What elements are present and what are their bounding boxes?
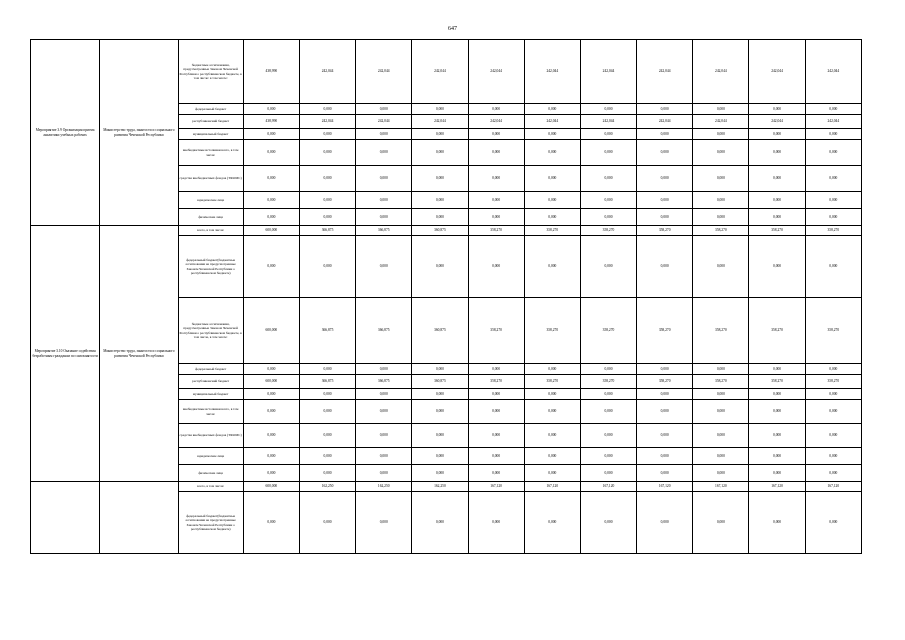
amount-cell: 0,000 bbox=[299, 400, 355, 424]
amount-cell: 242,044 bbox=[749, 115, 805, 129]
budget-table-body bbox=[31, 40, 862, 554]
amount-cell: 0,000 bbox=[524, 492, 580, 554]
amount-cell: 358,270 bbox=[749, 226, 805, 236]
amount-cell: 0,000 bbox=[805, 236, 861, 298]
funding-source-cell: физические лица bbox=[178, 465, 243, 482]
amount-cell: 0,000 bbox=[468, 129, 524, 140]
amount-cell: 0,000 bbox=[637, 448, 693, 465]
amount-cell: 358,270 bbox=[524, 298, 580, 364]
amount-cell: 0,000 bbox=[243, 236, 299, 298]
amount-cell: 242,044 bbox=[412, 115, 468, 129]
amount-cell: 0,000 bbox=[243, 166, 299, 192]
amount-cell: 0,000 bbox=[412, 492, 468, 554]
amount-cell: 366,875 bbox=[356, 375, 412, 389]
amount-cell: 0,000 bbox=[805, 465, 861, 482]
amount-cell: 0,000 bbox=[412, 166, 468, 192]
amount-cell: 0,000 bbox=[356, 140, 412, 166]
amount-cell: 0,000 bbox=[637, 236, 693, 298]
amount-cell: 0,000 bbox=[468, 140, 524, 166]
amount-cell: 0,000 bbox=[412, 389, 468, 400]
amount-cell: 0,000 bbox=[580, 389, 636, 400]
amount-cell: 0,000 bbox=[749, 236, 805, 298]
amount-cell: 0,000 bbox=[356, 209, 412, 226]
amount-cell: 366,875 bbox=[356, 298, 412, 364]
amount-cell: 0,000 bbox=[580, 424, 636, 448]
amount-cell: 0,000 bbox=[749, 389, 805, 400]
amount-cell: 162,250 bbox=[356, 482, 412, 492]
amount-cell: 0,000 bbox=[299, 192, 355, 209]
amount-cell: 0,000 bbox=[637, 104, 693, 115]
amount-cell: 0,000 bbox=[243, 424, 299, 448]
amount-cell: 0,000 bbox=[805, 129, 861, 140]
amount-cell: 162,250 bbox=[412, 482, 468, 492]
amount-cell: 0,000 bbox=[243, 465, 299, 482]
amount-cell: 0,000 bbox=[356, 492, 412, 554]
amount-cell: 242,044 bbox=[580, 115, 636, 129]
amount-cell: 0,000 bbox=[749, 465, 805, 482]
amount-cell: 242,044 bbox=[580, 40, 636, 104]
table-row bbox=[31, 226, 862, 236]
amount-cell: 0,000 bbox=[412, 448, 468, 465]
amount-cell: 242,044 bbox=[524, 115, 580, 129]
amount-cell: 0,000 bbox=[412, 400, 468, 424]
amount-cell: 0,000 bbox=[805, 140, 861, 166]
amount-cell: 242,044 bbox=[693, 115, 749, 129]
amount-cell: 366,875 bbox=[299, 226, 355, 236]
amount-cell: 600,000 bbox=[243, 482, 299, 492]
amount-cell: 366,875 bbox=[299, 375, 355, 389]
amount-cell: 242,044 bbox=[412, 40, 468, 104]
amount-cell: 0,000 bbox=[412, 209, 468, 226]
amount-cell: 0,000 bbox=[637, 209, 693, 226]
amount-cell: 0,000 bbox=[243, 400, 299, 424]
amount-cell: 0,000 bbox=[243, 492, 299, 554]
amount-cell: 358,270 bbox=[580, 375, 636, 389]
page-number: 647 bbox=[448, 26, 457, 32]
amount-cell: 358,270 bbox=[749, 298, 805, 364]
funding-source-cell: федеральный бюджет bbox=[178, 364, 243, 375]
amount-cell: 242,044 bbox=[299, 115, 355, 129]
amount-cell: 242,044 bbox=[805, 115, 861, 129]
amount-cell: 0,000 bbox=[637, 192, 693, 209]
amount-cell: 358,270 bbox=[637, 298, 693, 364]
funding-source-cell: федеральный бюджет(бюджетные ассигнования не предусмотренные Законом Чеченской Республики о республиканском бюджете) bbox=[178, 236, 243, 298]
funding-source-cell: внебюджетные источники всего, в том числе: bbox=[178, 140, 243, 166]
amount-cell: 167,120 bbox=[580, 482, 636, 492]
funding-source-cell: юридические лица bbox=[178, 448, 243, 465]
amount-cell: 0,000 bbox=[299, 166, 355, 192]
amount-cell: 0,000 bbox=[524, 424, 580, 448]
amount-cell: 0,000 bbox=[468, 192, 524, 209]
amount-cell: 0,000 bbox=[299, 448, 355, 465]
amount-cell: 167,120 bbox=[524, 482, 580, 492]
amount-cell: 0,000 bbox=[580, 492, 636, 554]
amount-cell: 0,000 bbox=[468, 424, 524, 448]
amount-cell: 0,000 bbox=[805, 424, 861, 448]
amount-cell: 242,044 bbox=[356, 115, 412, 129]
amount-cell: 360,875 bbox=[412, 298, 468, 364]
amount-cell: 358,270 bbox=[749, 375, 805, 389]
amount-cell: 0,000 bbox=[637, 140, 693, 166]
amount-cell: 0,000 bbox=[468, 236, 524, 298]
amount-cell: 242,044 bbox=[693, 40, 749, 104]
amount-cell: 0,000 bbox=[580, 129, 636, 140]
funding-source-cell: внебюджетные источники всего, в том числе: bbox=[178, 400, 243, 424]
amount-cell: 0,000 bbox=[749, 492, 805, 554]
amount-cell: 0,000 bbox=[299, 129, 355, 140]
amount-cell: 0,000 bbox=[468, 400, 524, 424]
amount-cell: 0,000 bbox=[637, 400, 693, 424]
event-name-cell: Мероприятие 3.9 Организация приема аналитики учебных рабочих bbox=[31, 40, 100, 226]
amount-cell: 242,044 bbox=[637, 115, 693, 129]
funding-source-cell: муниципальный бюджет bbox=[178, 129, 243, 140]
amount-cell: 167,120 bbox=[693, 482, 749, 492]
amount-cell: 358,270 bbox=[524, 226, 580, 236]
amount-cell: 0,000 bbox=[468, 465, 524, 482]
funding-source-cell: бюджетные ассигнования, предусмотренные Законом Чеченской Республики о республиканском бюджете, в том числе: в том числе: bbox=[178, 40, 243, 104]
amount-cell: 358,270 bbox=[805, 298, 861, 364]
amount-cell: 358,270 bbox=[468, 298, 524, 364]
amount-cell: 0,000 bbox=[412, 465, 468, 482]
amount-cell: 0,000 bbox=[356, 400, 412, 424]
amount-cell: 366,875 bbox=[299, 298, 355, 364]
amount-cell: 0,000 bbox=[299, 364, 355, 375]
amount-cell: 0,000 bbox=[468, 209, 524, 226]
amount-cell: 0,000 bbox=[356, 448, 412, 465]
amount-cell: 0,000 bbox=[468, 448, 524, 465]
amount-cell: 0,000 bbox=[580, 364, 636, 375]
amount-cell: 0,000 bbox=[299, 465, 355, 482]
amount-cell: 0,000 bbox=[749, 104, 805, 115]
funding-source-cell: бюджетные ассигнования, предусмотренные Законом Чеченской Республики о республиканском бюджете, в том числе, в том числе: bbox=[178, 298, 243, 364]
amount-cell: 0,000 bbox=[524, 209, 580, 226]
amount-cell: 600,000 bbox=[243, 375, 299, 389]
amount-cell: 0,000 bbox=[749, 364, 805, 375]
amount-cell: 0,000 bbox=[693, 209, 749, 226]
amount-cell: 0,000 bbox=[580, 166, 636, 192]
amount-cell: 0,000 bbox=[693, 166, 749, 192]
amount-cell: 0,000 bbox=[749, 448, 805, 465]
amount-cell: 366,875 bbox=[356, 226, 412, 236]
amount-cell: 0,000 bbox=[580, 236, 636, 298]
amount-cell: 358,270 bbox=[693, 375, 749, 389]
amount-cell: 242,044 bbox=[637, 40, 693, 104]
amount-cell: 0,000 bbox=[637, 492, 693, 554]
amount-cell: 358,270 bbox=[524, 375, 580, 389]
amount-cell: 0,000 bbox=[243, 448, 299, 465]
amount-cell: 0,000 bbox=[805, 209, 861, 226]
funding-source-cell: средства внебюджетных фондов (ТФОМС) bbox=[178, 424, 243, 448]
amount-cell: 0,000 bbox=[356, 424, 412, 448]
executor-cell: Министерство труда, занятости и социального развития Чеченской Республики bbox=[100, 226, 178, 482]
amount-cell: 0,000 bbox=[580, 104, 636, 115]
amount-cell: 0,000 bbox=[412, 192, 468, 209]
amount-cell: 0,000 bbox=[356, 389, 412, 400]
amount-cell: 0,000 bbox=[299, 236, 355, 298]
amount-cell: 358,270 bbox=[580, 298, 636, 364]
amount-cell: 0,000 bbox=[243, 104, 299, 115]
amount-cell: 358,270 bbox=[693, 298, 749, 364]
amount-cell: 358,270 bbox=[637, 226, 693, 236]
funding-source-cell: муниципальный бюджет bbox=[178, 389, 243, 400]
table-row bbox=[31, 40, 862, 104]
amount-cell: 0,000 bbox=[580, 209, 636, 226]
amount-cell: 358,270 bbox=[805, 226, 861, 236]
amount-cell: 0,000 bbox=[805, 389, 861, 400]
amount-cell: 0,000 bbox=[299, 424, 355, 448]
amount-cell: 0,000 bbox=[243, 140, 299, 166]
funding-source-cell: юридические лица bbox=[178, 192, 243, 209]
amount-cell: 358,270 bbox=[580, 226, 636, 236]
amount-cell: 0,000 bbox=[243, 389, 299, 400]
amount-cell: 360,875 bbox=[412, 226, 468, 236]
amount-cell: 0,000 bbox=[524, 166, 580, 192]
amount-cell: 242,044 bbox=[299, 40, 355, 104]
amount-cell: 0,000 bbox=[412, 140, 468, 166]
amount-cell: 0,000 bbox=[805, 400, 861, 424]
amount-cell: 0,000 bbox=[412, 364, 468, 375]
amount-cell: 0,000 bbox=[805, 364, 861, 375]
amount-cell: 0,000 bbox=[580, 400, 636, 424]
amount-cell: 242,044 bbox=[524, 40, 580, 104]
amount-cell: 0,000 bbox=[356, 104, 412, 115]
amount-cell: 0,000 bbox=[468, 166, 524, 192]
amount-cell: 0,000 bbox=[749, 209, 805, 226]
funding-source-cell: республиканский бюджет bbox=[178, 115, 243, 129]
amount-cell: 0,000 bbox=[749, 424, 805, 448]
amount-cell: 0,000 bbox=[299, 140, 355, 166]
executor-cell: Министерство труда, занятости и социального развития Чеченской Республики bbox=[100, 40, 178, 226]
funding-source-cell: физические лица bbox=[178, 209, 243, 226]
amount-cell: 0,000 bbox=[693, 140, 749, 166]
amount-cell: 438,990 bbox=[243, 40, 299, 104]
amount-cell: 0,000 bbox=[693, 104, 749, 115]
amount-cell: 242,044 bbox=[805, 40, 861, 104]
amount-cell: 0,000 bbox=[299, 104, 355, 115]
amount-cell: 167,120 bbox=[637, 482, 693, 492]
amount-cell: 358,270 bbox=[468, 226, 524, 236]
amount-cell: 0,000 bbox=[356, 166, 412, 192]
funding-source-cell: республиканский бюджет bbox=[178, 375, 243, 389]
amount-cell: 0,000 bbox=[805, 448, 861, 465]
amount-cell: 0,000 bbox=[749, 129, 805, 140]
amount-cell: 0,000 bbox=[637, 129, 693, 140]
amount-cell: 0,000 bbox=[356, 236, 412, 298]
amount-cell: 0,000 bbox=[693, 424, 749, 448]
amount-cell: 600,000 bbox=[243, 298, 299, 364]
amount-cell: 0,000 bbox=[749, 400, 805, 424]
amount-cell: 0,000 bbox=[693, 448, 749, 465]
amount-cell: 167,120 bbox=[468, 482, 524, 492]
amount-cell: 242,044 bbox=[468, 115, 524, 129]
amount-cell: 167,120 bbox=[805, 482, 861, 492]
amount-cell: 242,044 bbox=[749, 40, 805, 104]
amount-cell: 0,000 bbox=[693, 236, 749, 298]
amount-cell: 162,250 bbox=[299, 482, 355, 492]
funding-source-cell: всего, в том числе: bbox=[178, 226, 243, 236]
amount-cell: 167,120 bbox=[749, 482, 805, 492]
amount-cell: 0,000 bbox=[412, 236, 468, 298]
funding-source-cell: всего, в том числе: bbox=[178, 482, 243, 492]
amount-cell: 360,875 bbox=[412, 375, 468, 389]
amount-cell: 0,000 bbox=[524, 465, 580, 482]
amount-cell: 600,000 bbox=[243, 226, 299, 236]
amount-cell: 0,000 bbox=[468, 492, 524, 554]
funding-source-cell: средства внебюджетных фондов (ТФОМС) bbox=[178, 166, 243, 192]
amount-cell: 0,000 bbox=[468, 104, 524, 115]
amount-cell: 0,000 bbox=[580, 192, 636, 209]
amount-cell: 0,000 bbox=[524, 140, 580, 166]
amount-cell: 0,000 bbox=[693, 364, 749, 375]
amount-cell: 0,000 bbox=[693, 400, 749, 424]
amount-cell: 0,000 bbox=[524, 400, 580, 424]
amount-cell: 0,000 bbox=[749, 192, 805, 209]
amount-cell: 0,000 bbox=[693, 192, 749, 209]
amount-cell: 0,000 bbox=[693, 129, 749, 140]
amount-cell: 242,044 bbox=[356, 40, 412, 104]
amount-cell: 0,000 bbox=[637, 389, 693, 400]
amount-cell: 0,000 bbox=[412, 424, 468, 448]
amount-cell: 242,044 bbox=[468, 40, 524, 104]
amount-cell: 358,270 bbox=[693, 226, 749, 236]
amount-cell: 0,000 bbox=[637, 424, 693, 448]
amount-cell: 438,990 bbox=[243, 115, 299, 129]
event-name-cell bbox=[31, 482, 100, 554]
table-row bbox=[31, 482, 862, 492]
amount-cell: 0,000 bbox=[805, 492, 861, 554]
amount-cell: 0,000 bbox=[524, 236, 580, 298]
amount-cell: 0,000 bbox=[805, 104, 861, 115]
amount-cell: 0,000 bbox=[299, 389, 355, 400]
amount-cell: 0,000 bbox=[749, 166, 805, 192]
amount-cell: 0,000 bbox=[693, 492, 749, 554]
amount-cell: 0,000 bbox=[356, 364, 412, 375]
amount-cell: 0,000 bbox=[243, 129, 299, 140]
amount-cell: 0,000 bbox=[693, 465, 749, 482]
amount-cell: 0,000 bbox=[637, 166, 693, 192]
amount-cell: 0,000 bbox=[580, 465, 636, 482]
funding-source-cell: федеральный бюджет(бюджетные ассигнования не предусмотренные Законом Чеченской Республики о республиканском бюджете) bbox=[178, 492, 243, 554]
amount-cell: 0,000 bbox=[637, 465, 693, 482]
amount-cell: 0,000 bbox=[468, 389, 524, 400]
amount-cell: 0,000 bbox=[805, 166, 861, 192]
amount-cell: 0,000 bbox=[412, 129, 468, 140]
amount-cell: 0,000 bbox=[805, 192, 861, 209]
amount-cell: 0,000 bbox=[356, 192, 412, 209]
amount-cell: 0,000 bbox=[243, 209, 299, 226]
amount-cell: 0,000 bbox=[524, 129, 580, 140]
amount-cell: 0,000 bbox=[637, 364, 693, 375]
event-name-cell: Мероприятие 3.10 Оказание содействия безработным гражданам по самозанятости bbox=[31, 226, 100, 482]
amount-cell: 0,000 bbox=[299, 209, 355, 226]
budget-table bbox=[30, 39, 862, 554]
amount-cell: 358,270 bbox=[805, 375, 861, 389]
amount-cell: 0,000 bbox=[524, 364, 580, 375]
amount-cell: 0,000 bbox=[524, 192, 580, 209]
amount-cell: 0,000 bbox=[693, 389, 749, 400]
amount-cell: 0,000 bbox=[299, 492, 355, 554]
amount-cell: 0,000 bbox=[749, 140, 805, 166]
amount-cell: 358,270 bbox=[637, 375, 693, 389]
amount-cell: 358,270 bbox=[468, 375, 524, 389]
amount-cell: 0,000 bbox=[524, 448, 580, 465]
executor-cell bbox=[100, 482, 178, 554]
amount-cell: 0,000 bbox=[468, 364, 524, 375]
amount-cell: 0,000 bbox=[524, 104, 580, 115]
amount-cell: 0,000 bbox=[412, 104, 468, 115]
amount-cell: 0,000 bbox=[524, 389, 580, 400]
amount-cell: 0,000 bbox=[580, 140, 636, 166]
amount-cell: 0,000 bbox=[580, 448, 636, 465]
amount-cell: 0,000 bbox=[356, 129, 412, 140]
funding-source-cell: федеральный бюджет bbox=[178, 104, 243, 115]
amount-cell: 0,000 bbox=[243, 364, 299, 375]
amount-cell: 0,000 bbox=[356, 465, 412, 482]
amount-cell: 0,000 bbox=[243, 192, 299, 209]
